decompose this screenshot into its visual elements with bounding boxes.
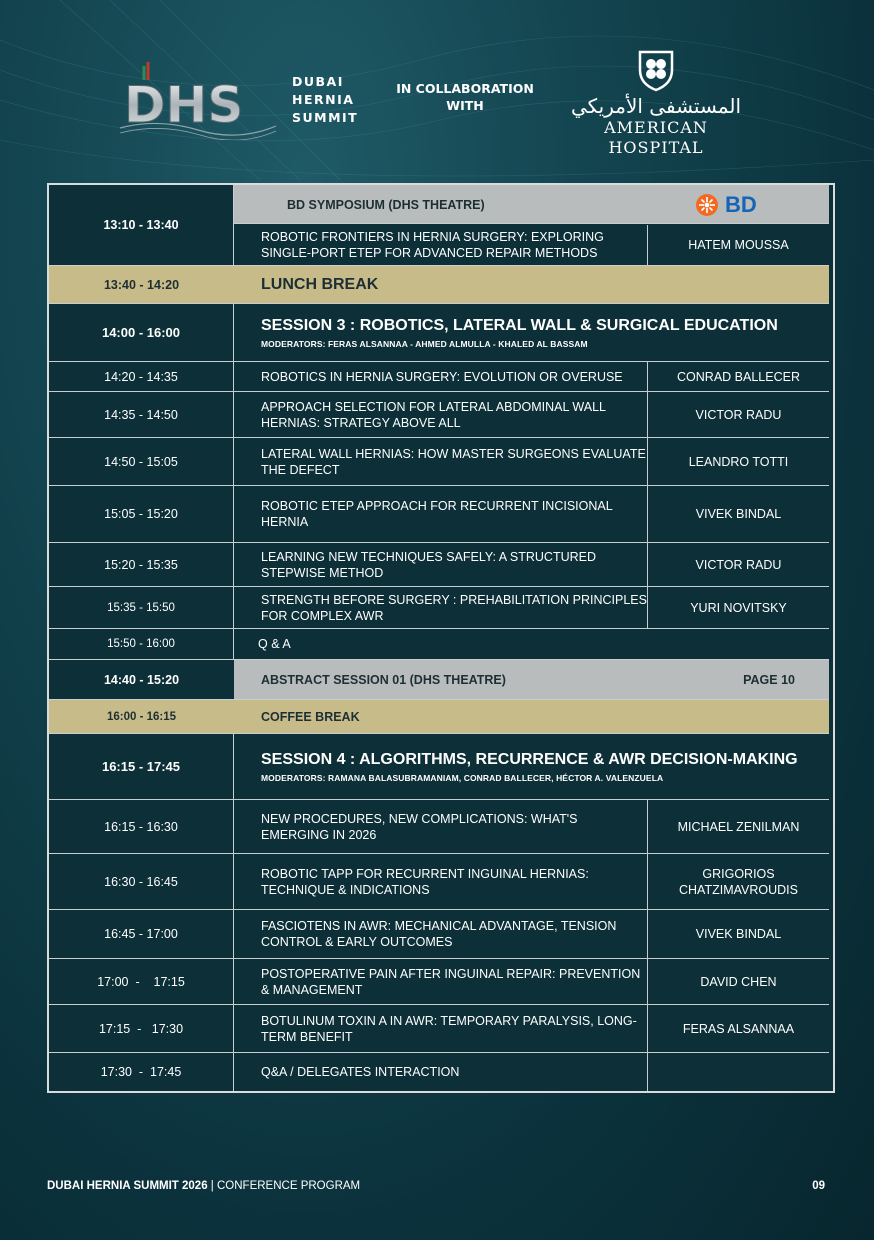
dhs-logo-mark: DHS (124, 76, 244, 134)
time-cell: 14:20 - 14:35 (49, 362, 234, 391)
table-row (49, 733, 829, 799)
sponsor-session-header (234, 185, 829, 224)
session-label: ABSTRACT SESSION 01 (DHS THEATRE) (261, 672, 506, 687)
page-reference-link[interactable]: PAGE 10 (743, 672, 795, 687)
time-cell: 15:50 - 16:00 (49, 629, 234, 659)
table-row (49, 391, 829, 437)
footer-separator: | (207, 1180, 217, 1192)
session-title: SESSION 4 : ALGORITHMS, RECURRENCE & AWR DECISION-MAKING (261, 750, 798, 768)
moderators: MODERATORS: FERAS ALSANNAA - AHMED ALMULLA - KHALED AL BASSAM (261, 338, 588, 349)
speaker-name: DAVID CHEN (647, 959, 829, 1004)
partner-name-english: AMERICAN HOSPITAL (604, 118, 708, 157)
page-header (0, 0, 874, 180)
speaker-name: VIVEK BINDAL (647, 910, 829, 958)
table-row (49, 1052, 829, 1091)
event-name (292, 73, 358, 127)
table-row (49, 958, 829, 1004)
time-cell: 15:20 - 15:35 (49, 543, 234, 586)
footer-brand: DUBAI HERNIA SUMMIT 2026 (47, 1180, 208, 1192)
time-cell: 15:35 - 15:50 (49, 587, 234, 628)
table-row (49, 437, 829, 485)
speaker-name: LEANDRO TOTTI (647, 438, 829, 485)
session-title: SESSION 3 : ROBOTICS, LATERAL WALL & SURGICAL EDUCATION (261, 316, 778, 334)
talk-title: LATERAL WALL HERNIAS: HOW MASTER SURGEONS EVALUATE THE DEFECT (261, 446, 646, 477)
talk-title: ROBOTIC ETEP APPROACH FOR RECURRENT INCISIONAL HERNIA (261, 499, 613, 529)
speaker-name: FERAS ALSANNAA (647, 1005, 829, 1052)
bd-logo (695, 192, 775, 218)
collab-line: IN COLLABORATION (396, 81, 534, 96)
time-cell: 14:00 - 16:00 (49, 304, 234, 361)
speaker-name: CONRAD BALLECER (647, 362, 829, 391)
talk-title: POSTOPERATIVE PAIN AFTER INGUINAL REPAIR: PREVENTION & MANAGEMENT (261, 966, 641, 997)
table-row (49, 303, 829, 361)
time-cell: 13:40 - 14:20 (103, 277, 180, 292)
break-label: COFFEE BREAK (261, 709, 360, 724)
american-hospital-logo (556, 48, 756, 157)
table-row (49, 586, 829, 628)
time-cell: 17:15 - 17:30 (49, 1005, 234, 1052)
time-cell: 14:50 - 15:05 (49, 438, 234, 485)
table-row (49, 799, 829, 853)
time-cell: 16:00 - 16:15 (106, 710, 177, 723)
talk-title: STRENGTH BEFORE SURGERY : PREHABILITATION PRINCIPLES FOR COMPLEX AWR (261, 592, 647, 623)
talk-title: ROBOTIC FRONTIERS IN HERNIA SURGERY: EXPLORING SINGLE-PORT ETEP FOR ADVANCED REPAIR METHODS (261, 230, 604, 260)
speaker-name: YURI NOVITSKY (647, 587, 829, 628)
bd-sunburst-icon (695, 193, 719, 217)
time-cell: 17:30 - 17:45 (49, 1053, 234, 1091)
time-cell: 16:30 - 16:45 (49, 854, 234, 909)
collab-line: WITH (446, 98, 484, 113)
table-row (49, 659, 829, 699)
table-row (49, 853, 829, 909)
table-row (49, 909, 829, 958)
speaker-name: HATEM MOUSSA (647, 225, 829, 265)
session-header (234, 734, 829, 799)
table-row (49, 628, 829, 659)
speaker-name: VICTOR RADU (647, 392, 829, 437)
event-name-line: HERNIA (292, 92, 355, 107)
speaker-name (647, 1053, 829, 1091)
footer-section: CONFERENCE PROGRAM (217, 1180, 361, 1192)
talk-title: NEW PROCEDURES, NEW COMPLICATIONS: WHAT'S EMERGING IN 2026 (261, 811, 578, 842)
talk-title: Q&A / DELEGATES INTERACTION (261, 1065, 460, 1079)
talk-title: APPROACH SELECTION FOR LATERAL ABDOMINAL WALL HERNIAS: STRATEGY ABOVE ALL (261, 399, 606, 430)
table-row (49, 265, 829, 303)
talk-title: LEARNING NEW TECHNIQUES SAFELY: A STRUCTURED STEPWISE METHOD (261, 549, 597, 580)
time-cell: 13:10 - 13:40 (49, 185, 234, 265)
table-row (49, 1004, 829, 1052)
table-row (49, 485, 829, 542)
table-row (49, 361, 829, 391)
talk-title: ROBOTIC TAPP FOR RECURRENT INGUINAL HERNIAS: TECHNIQUE & INDICATIONS (261, 866, 589, 897)
page-footer (47, 1180, 825, 1192)
event-name-line: DUBAI (292, 74, 344, 89)
talk-title: ROBOTICS IN HERNIA SURGERY: EVOLUTION OR OVERUSE (261, 369, 623, 384)
time-cell: 15:05 - 15:20 (49, 486, 234, 542)
shield-icon (636, 48, 676, 92)
talk-title: BOTULINUM TOXIN A IN AWR: TEMPORARY PARALYSIS, LONG-TERM BENEFIT (261, 1013, 637, 1044)
dhs-logo (118, 60, 278, 140)
time-cell: 17:00 - 17:15 (49, 959, 234, 1004)
page-number: 09 (812, 1180, 825, 1192)
time-cell: 16:45 - 17:00 (49, 910, 234, 958)
break-label: LUNCH BREAK (261, 275, 379, 293)
speaker-name: GRIGORIOS CHATZIMAVROUDIS (647, 854, 829, 909)
talk-title: Q & A (258, 637, 291, 651)
session-header (234, 304, 829, 361)
talk-title: FASCIOTENS IN AWR: MECHANICAL ADVANTAGE, TENSION CONTROL & EARLY OUTCOMES (261, 919, 617, 949)
time-cell: 14:35 - 14:50 (49, 392, 234, 437)
sponsor-name: BD (725, 192, 757, 217)
partner-name-arabic: المستشفى الأمريكي (570, 94, 742, 118)
speaker-name: VICTOR RADU (647, 543, 829, 586)
time-cell: 16:15 - 16:30 (49, 800, 234, 853)
table-row (49, 185, 829, 265)
time-cell: 16:15 - 17:45 (49, 734, 234, 799)
speaker-name: VIVEK BINDAL (647, 486, 829, 542)
collaboration-text (394, 80, 536, 114)
moderators: MODERATORS: RAMANA BALASUBRAMANIAM, CONRAD BALLECER, HÉCTOR A. VALENZUELA (261, 772, 664, 783)
program-table (47, 183, 835, 1093)
session-label: BD SYMPOSIUM (DHS THEATRE) (287, 198, 485, 212)
table-row (49, 699, 829, 733)
event-name-line: SUMMIT (292, 110, 359, 125)
table-row (49, 542, 829, 586)
speaker-name: MICHAEL ZENILMAN (647, 800, 829, 853)
time-cell: 14:40 - 15:20 (49, 660, 234, 699)
